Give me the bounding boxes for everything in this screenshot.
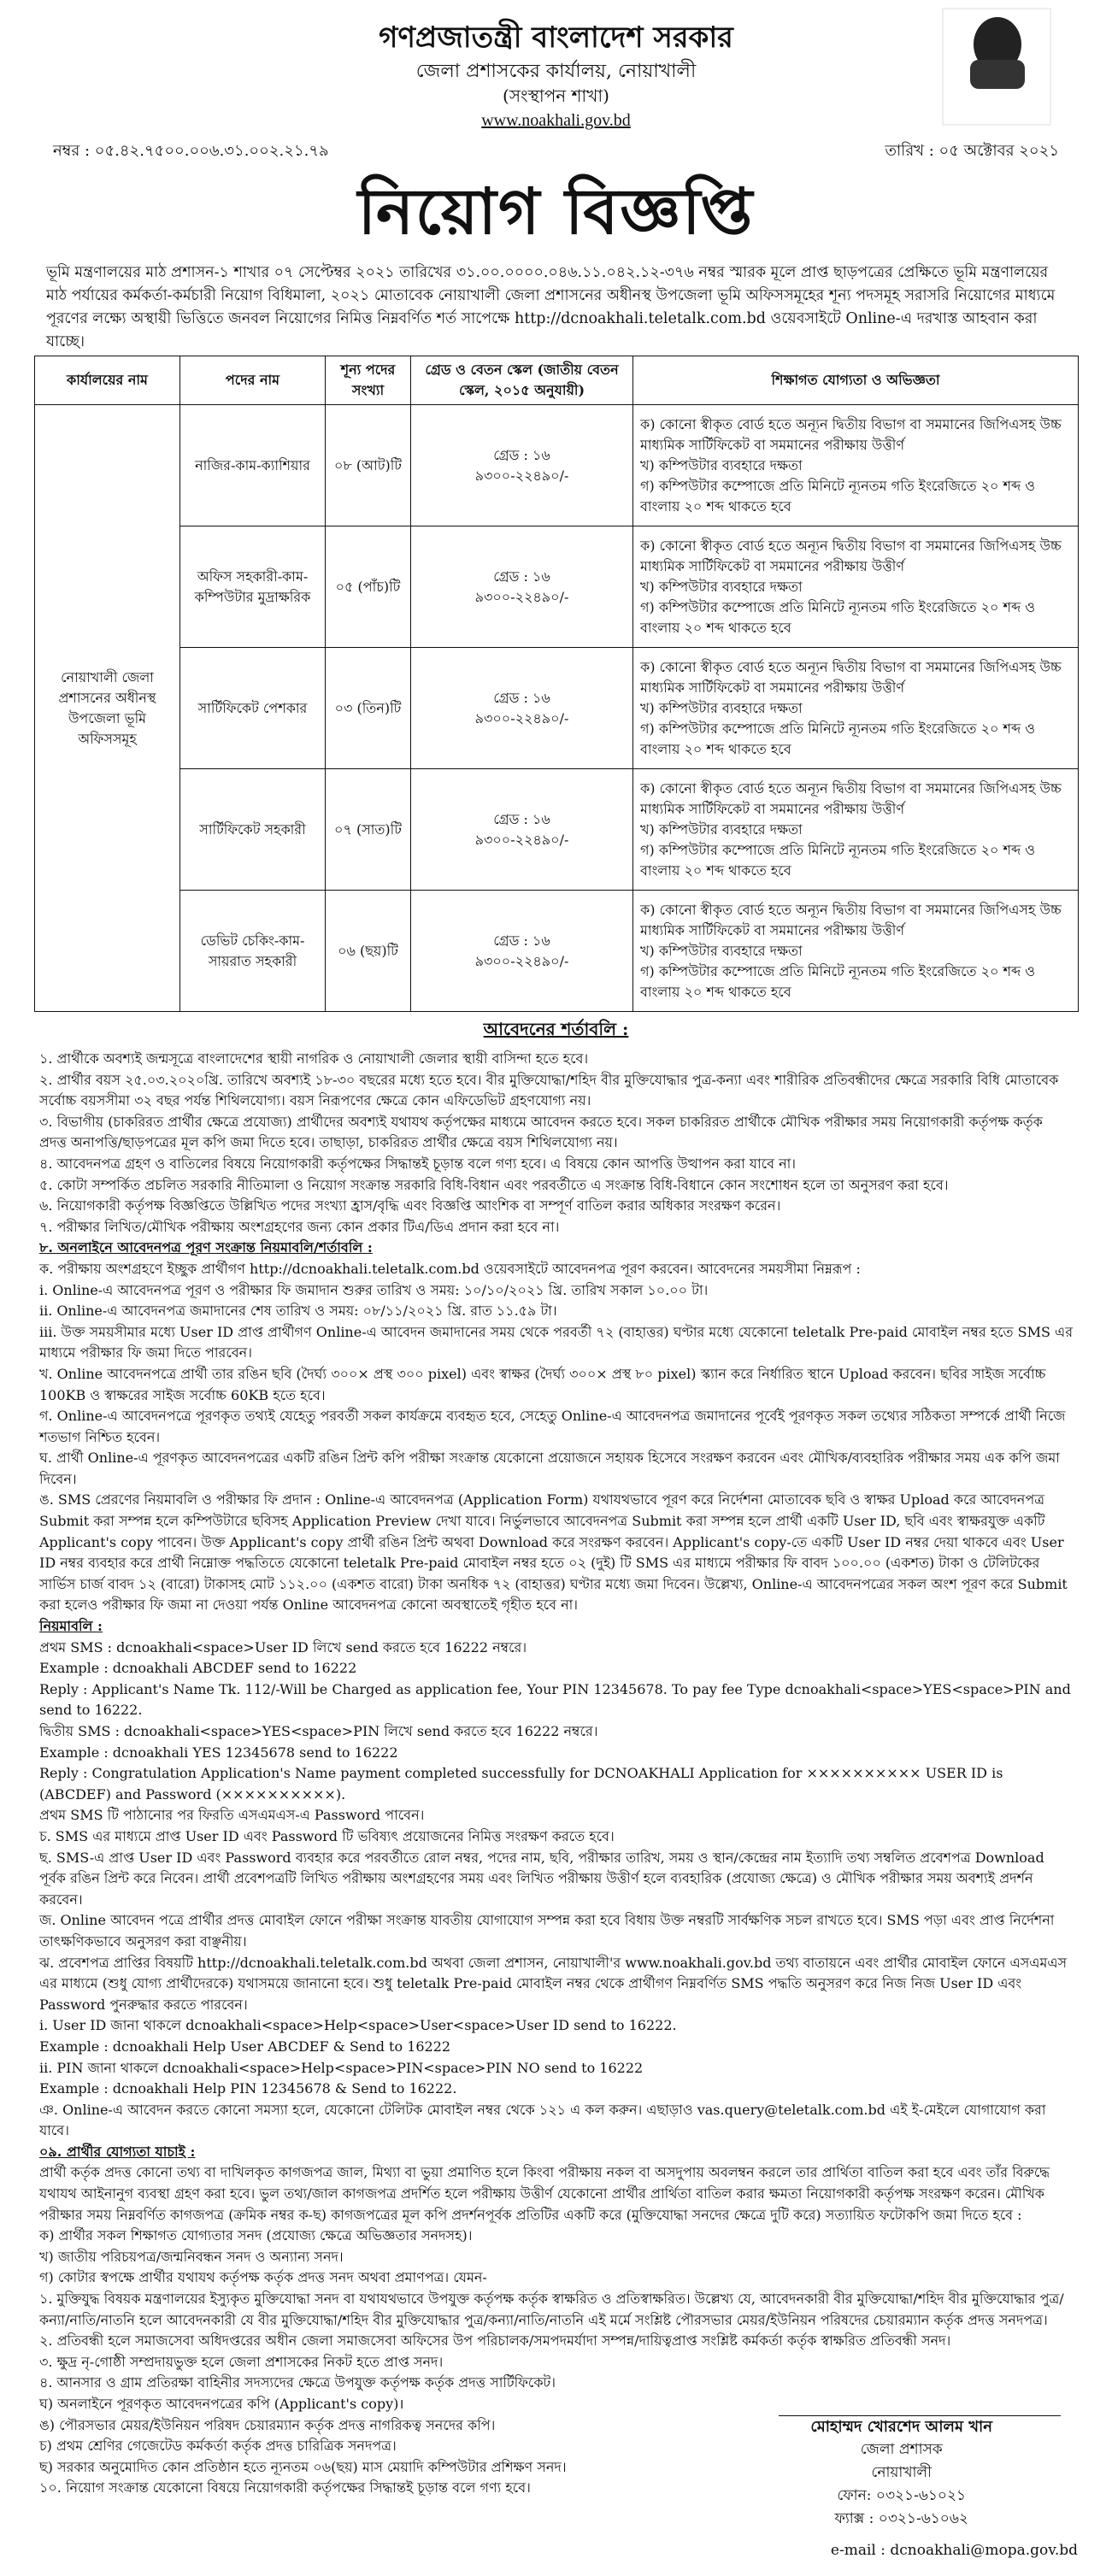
qualification-c: গ) কম্পিউটার কম্পোজে প্রতি মিনিটে ন্যূনতম গতি ইংরেজিতে ২০ শব্দ ও বাংলায় ২০ শব্দ থাকতে হবে bbox=[640, 962, 1036, 1000]
grade-cell bbox=[411, 769, 633, 891]
rule-item: Reply : Congratulation Application's Name payment completed successfully for DCNOAKHALI Application for ×××××××××× USER ID is (ABCDEF) and Password (××××××××××). bbox=[39, 1765, 1003, 1803]
header-office: কার্যালয়ের নাম bbox=[35, 356, 180, 405]
condition-item: ৭. পরীক্ষার লিখিত/মৌখিক পরীক্ষায় অংশগ্রহণের জন্য কোন প্রকার টিএ/ডিএ প্রদান করা হবে না। bbox=[39, 1218, 560, 1235]
office-name: জেলা প্রশাসকের কার্যালয়, নোয়াখালী bbox=[415, 61, 697, 82]
rule-item: Example : dcnoakhali YES 12345678 send to 16222 bbox=[39, 1744, 398, 1761]
online-section-title: ৮. অনলাইনে আবেদনপত্র পূরণ সংক্রান্ত নিয়মাবলি/শর্তাবলি : bbox=[39, 1239, 373, 1256]
rule-item: i. User ID জানা থাকলে dcnoakhali<space>Help<space>User<space>User ID send to 16222. bbox=[39, 2017, 677, 2034]
rule-item: ঞ. Online-এ আবেদন করতে কোনো সমস্যা হলে, যেকোনো টেলিটক মোবাইল নম্বর থেকে ১২১ এ কল করুন। এছাড়াও vas.query@teletalk.com.bd এই ই-মেইলে যোগাযোগ করা যাবে। bbox=[39, 2101, 1046, 2139]
rule-item: Example : dcnoakhali Help PIN 12345678 & Send to 16222. bbox=[39, 2080, 457, 2097]
pay-scale: ৯৩০০-২২৪৯০/- bbox=[474, 467, 569, 484]
verify-item: ২. প্রতিবন্ধী হলে সমাজসেবা অধিদপ্তরের অধীন জেলা সমাজসেবা অফিসের উপ পরিচালক/সমপদমর্যাদা সম্পন্ন/দায়িত্বপ্রাপ্ত সংশ্লিষ্ট কর্মকর্তা কর্তৃক স্বাক্ষরিত প্রতিবন্ধী সনদ। bbox=[39, 2332, 951, 2350]
verify-item: ক) প্রার্থীর সকল শিক্ষাগত যোগ্যতার সনদ (প্রযোজ্য ক্ষেত্রে অভিজ্ঞতার সনদসহ)। bbox=[39, 2227, 473, 2244]
qualification-b: খ) কম্পিউটার ব্যবহারে দক্ষতা bbox=[640, 699, 803, 716]
table-row bbox=[35, 769, 1079, 891]
signatory-fax: ফ্যাক্স : ০৩২১-৬১০৬২ bbox=[834, 2510, 968, 2527]
post-name: সার্টিফিকেট সহকারী bbox=[180, 769, 326, 891]
pay-scale: ৯৩০০-২২৪৯০/- bbox=[474, 588, 569, 605]
rule-item: Example : dcnoakhali Help User ABCDEF & Send to 16222 bbox=[39, 2038, 451, 2055]
table-row bbox=[35, 405, 1079, 526]
qualification-c: গ) কম্পিউটার কম্পোজে প্রতি মিনিটে ন্যূনতম গতি ইংরেজিতে ২০ শব্দ ও বাংলায় ২০ শব্দ থাকতে হবে bbox=[640, 598, 1036, 636]
qualification-cell bbox=[633, 648, 1079, 769]
rule-item: ii. PIN জানা থাকলে dcnoakhali<space>Help<space>PIN<space>PIN NO send to 16222 bbox=[39, 2059, 644, 2076]
intro-paragraph: ভূমি মন্ত্রণালয়ের মাঠ প্রশাসন-১ শাখার ০৭ সেপ্টেম্বর ২০২১ তারিখের ৩১.০০.০০০০.০৪৬.১১.০৪২.১২-৩৭৬ নম্বর স্মারক মূলে প্রাপ্ত ছাড়পত্রের প্রেক্ষিতে ভূমি মন্ত্রণালয়ের মাঠ পর্যায়ের কর্মকর্তা-কর্মচারী নিয়োগ বিধিমালা, ২০২১ মোতাবেক নোয়াখালী জেলা প্রশাসনের অধীনস্থ উপজেলা ভূমি অফিসসমূহের শূন্য পদসমূহ সরাসরি নিয়োগের মাধ্যমে পূরণের লক্ষ্যে অস্থায়ী ভিত্তিতে জনবল নিয়োগের নিমিত্ত নিম্নবর্ণিত শর্ত সাপেক্ষে http://dcnoakhali.teletalk.com.bd ওয়েবসাইটে Online-এ দরখাস্ত আহবান করা যাচ্ছে। bbox=[46, 264, 1056, 350]
rule-item: প্রথম SMS : dcnoakhali<space>User ID লিখে send করতে হবে 16222 নম্বরে। bbox=[39, 1638, 527, 1656]
mujib-centenary-logo bbox=[941, 7, 1052, 126]
qualification-cell bbox=[633, 526, 1079, 648]
office-name-cell: নোয়াখালী জেলা প্রশাসনের অধীনস্থ উপজেলা ভূমি অফিসসমূহ bbox=[35, 405, 180, 1012]
qualification-b: খ) কম্পিউটার ব্যবহারে দক্ষতা bbox=[640, 578, 803, 595]
table-row bbox=[35, 648, 1079, 769]
rule-item: ঝ. প্রবেশপত্র প্রাপ্তির বিষয়টি http://dcnoakhali.teletalk.com.bd অথবা জেলা প্রশাসন, নোয়াখালী'র www.noakhali.gov.bd তথ্য বাতায়নে এবং প্রার্থীর মোবাইল ফোনে এসএমএস এর মাধ্যমে (শুধু যোগ্য প্রার্থীদেরকে) যথাসময়ে জানানো হবে। শুধু teletalk Pre-paid মোবাইল নম্বর থেকে প্রার্থীগণ নিম্নবর্ণিত SMS পদ্ধতি অনুসরণ করে নিজ নিজ User ID এবং Password পুনরুদ্ধার করতে পারবেন। bbox=[39, 1954, 1068, 2013]
grade: গ্রেড : ১৬ bbox=[493, 689, 550, 706]
conditions-title: আবেদনের শর্তাবলি : bbox=[483, 1019, 629, 1039]
grade: গ্রেড : ১৬ bbox=[493, 446, 550, 463]
pay-scale: ৯৩০০-২২৪৯০/- bbox=[474, 952, 569, 969]
signatory-email[interactable]: e-mail : dcnoakhali@mopa.gov.bd bbox=[830, 2542, 1078, 2559]
header-post: পদের নাম bbox=[180, 356, 326, 405]
qualification-a: ক) কোনো স্বীকৃত বোর্ড হতে অন্যূন দ্বিতীয় বিভাগ বা সমমানের জিপিএসহ উচ্চ মাধ্যমিক সার্টিফিকেট বা সমমানের পরীক্ষায় উত্তীর্ণ bbox=[640, 901, 1062, 938]
qualification-c: গ) কম্পিউটার কম্পোজে প্রতি মিনিটে ন্যূনতম গতি ইংরেজিতে ২০ শব্দ ও বাংলায় ২০ শব্দ থাকতে হবে bbox=[640, 841, 1036, 879]
signatory-district: নোয়াখালী bbox=[871, 2464, 932, 2481]
grade-cell bbox=[411, 405, 633, 526]
verify-item: ঙ) পৌরসভার মেয়র/ইউনিয়ন পরিষদ চেয়ারম্যান কর্তৃক প্রদত্ত নাগরিকত্ব সনদের কপি। bbox=[39, 2416, 496, 2433]
rule-item: চ. SMS এর মাধ্যমে প্রাপ্ত User ID এবং Password টি ভবিষ্যৎ প্রয়োজনের নিমিত্ত সংরক্ষণ করতে হবে। bbox=[39, 1827, 615, 1844]
notice-date: তারিখ : ০৫ অক্টোবর ২০২১ bbox=[885, 142, 1059, 160]
online-item: গ. Online-এ আবেদনপত্রে পূরণকৃত তথ্যই যেহেতু পরবর্তী সকল কার্যক্রমে ব্যবহৃত হবে, সেহেতু Online-এ আবেদনপত্র জমাদানের পূর্বেই পূরণকৃত সকল তথ্যের সঠিকতা সম্পর্কে প্রার্থী নিজে শতভাগ নিশ্চিত হবেন। bbox=[39, 1408, 1066, 1445]
grade: গ্রেড : ১৬ bbox=[493, 932, 550, 949]
header-grade: গ্রেড ও বেতন স্কেল (জাতীয় বেতন স্কেল, ২০১৫ অনুযায়ী) bbox=[411, 356, 633, 405]
grade-cell bbox=[411, 891, 633, 1012]
rule-item: জ. Online আবেদন পত্রে প্রার্থীর প্রদত্ত মোবাইল ফোনে পরীক্ষা সংক্রান্ত যাবতীয় যোগাযোগ সম্পন্ন করা হবে বিধায় উক্ত নম্বরটি সার্বক্ষণিক সচল রাখতে হবে। SMS পড়া এবং প্রাপ্ত নির্দেশনা তাৎক্ষণিকভাবে অনুসরণ করা বাঞ্ছনীয়। bbox=[39, 1912, 1055, 1950]
qualification-cell bbox=[633, 891, 1079, 1012]
post-name: সার্টিফিকেট পেশকার bbox=[180, 648, 326, 769]
vacancy-count: ০৫ (পাঁচ)টি bbox=[326, 526, 411, 648]
rule-item: ছ. SMS-এ প্রাপ্ত User ID এবং Password ব্যবহার করে পরবর্তীতে রোল নম্বর, পদের নাম, ছবি, পরীক্ষার তারিখ, সময় ও স্থান/কেন্দ্রের নাম ইত্যাদি তথ্য সম্বলিত প্রবেশপত্র Download পূর্বক রঙিন প্রিন্ট করে নিবেন। প্রার্থী প্রবেশপত্রটি লিখিত পরীক্ষায় অংশগ্রহণের সময় এবং লিখিত পরীক্ষায় উত্তীর্ণ হলে ব্যবহারিক (প্রযোজ্য ক্ষেত্রে) ও মৌখিক পরীক্ষার সময় অবশ্যই প্রদর্শন করবেন। bbox=[39, 1849, 1044, 1908]
qualification-a: ক) কোনো স্বীকৃত বোর্ড হতে অন্যূন দ্বিতীয় বিভাগ বা সমমানের জিপিএসহ উচ্চ মাধ্যমিক সার্টিফিকেট বা সমমানের পরীক্ষায় উত্তীর্ণ bbox=[640, 779, 1062, 817]
pay-scale: ৯৩০০-২২৪৯০/- bbox=[474, 709, 569, 726]
verify-item: ছ) সরকার অনুমোদিত কোন প্রতিষ্ঠান হতে ন্যূনতম ০৬(ছয়) মাস মেয়াদি কম্পিউটার প্রশিক্ষণ সনদ। bbox=[39, 2458, 567, 2475]
verify-item: ১. মুক্তিযুদ্ধ বিষয়ক মন্ত্রণালয়ের ইস্যুকৃত মুক্তিযোদ্ধা সনদ বা যথাযথভাবে উপযুক্ত কর্তৃপক্ষ কর্তৃক স্বাক্ষরিত ও প্রতিস্বাক্ষরিত। উল্লেখ্য যে, আবেদনকারী বীর মুক্তিযোদ্ধা/শহিদ বীর মুক্তিযোদ্ধার পুত্র/কন্যা/নাতি/নাতনি হলে আবেদনকারী যে বীর মুক্তিযোদ্ধা/শহিদ বীর মুক্তিযোদ্ধার পুত্র/কন্যা/নাতি/নাতনি এই মর্মে সংশ্লিষ্ট পৌরসভার মেয়র/ইউনিয়ন পরিষদের চেয়ারম্যান কর্তৃক প্রদত্ত সনদপত্র। bbox=[39, 2291, 1064, 2328]
website-link[interactable]: www.noakhali.gov.bd bbox=[481, 111, 631, 130]
rule-item: Reply : Applicant's Name Tk. 112/-Will be Charged as application fee, Your PIN 12345678. To pay fee Type dcnoakhali<space>YES<space>PIN and send to 16222. bbox=[39, 1680, 1071, 1719]
header-qualification: শিক্ষাগত যোগ্যতা ও অভিজ্ঞতা bbox=[633, 356, 1079, 405]
grade-cell bbox=[411, 648, 633, 769]
condition-item: ১. প্রার্থীকে অবশ্যই জন্মসূত্রে বাংলাদেশের স্থায়ী নাগরিক ও নোয়াখালী জেলার স্থায়ী বাসিন্দা হতে হবে। bbox=[39, 1050, 589, 1067]
conditions-body bbox=[34, 1049, 1078, 2499]
table-header-row bbox=[35, 356, 1079, 405]
condition-item: ২. প্রার্থীর বয়স ২৫.০৩.২০২০খ্রি. তারিখে অবশ্যই ১৮-৩০ বছরের মধ্যে হতে হবে। বীর মুক্তিযোদ্ধা/শহিদ বীর মুক্তিযোদ্ধার পুত্র-কন্যা এবং শারীরিক প্রতিবন্ধীদের ক্ষেত্রে সরকারি বিধি মোতাবেক সর্বোচ্চ বয়সসীমা ৩২ বছর পর্যন্ত শিথিলযোগ্য। বয়স নিরূপণের ক্ষেত্রে কোন এফিডেভিট গ্রহণযোগ্য নয়। bbox=[39, 1071, 1059, 1109]
post-name: নাজির-কাম-ক্যাশিয়ার bbox=[180, 405, 326, 526]
qualification-b: খ) কম্পিউটার ব্যবহারে দক্ষতা bbox=[640, 456, 803, 473]
vacancy-count: ০৭ (সাত)টি bbox=[326, 769, 411, 891]
qualification-b: খ) কম্পিউটার ব্যবহারে দক্ষতা bbox=[640, 820, 803, 838]
rule-item: Example : dcnoakhali ABCDEF send to 16222 bbox=[39, 1660, 357, 1677]
signatory-phone: ফোন: ০৩২১-৬১০২১ bbox=[837, 2487, 967, 2504]
letterhead bbox=[34, 0, 1078, 162]
qualification-a: ক) কোনো স্বীকৃত বোর্ড হতে অন্যূন দ্বিতীয় বিভাগ বা সমমানের জিপিএসহ উচ্চ মাধ্যমিক সার্টিফিকেট বা সমমানের পরীক্ষায় উত্তীর্ণ bbox=[640, 415, 1062, 453]
rules-title: নিয়মাবলি : bbox=[39, 1618, 103, 1635]
post-name: ডেভিট চেকিং-কাম-সায়রাত সহকারী bbox=[180, 891, 326, 1012]
pay-scale: ৯৩০০-২২৪৯০/- bbox=[474, 831, 569, 848]
verify-item: গ) কোটার স্বপক্ষে প্রার্থীর যথাযথ কর্তৃপক্ষ কর্তৃক প্রদত্ত সনদ অথবা প্রমাণপত্র। যেমন- bbox=[39, 2269, 487, 2286]
signatory-designation: জেলা প্রশাসক bbox=[860, 2441, 943, 2458]
qualification-a: ক) কোনো স্বীকৃত বোর্ড হতে অন্যূন দ্বিতীয় বিভাগ বা সমমানের জিপিএসহ উচ্চ মাধ্যমিক সার্টিফিকেট বা সমমানের পরীক্ষায় উত্তীর্ণ bbox=[640, 537, 1062, 574]
online-item: iii. উক্ত সময়সীমার মধ্যে User ID প্রাপ্ত প্রার্থীগণ Online-এ আবেদন জমাদানের সময় থেকে পরবর্তী ৭২ (বাহাত্তর) ঘণ্টার মধ্যে যেকোনো teletalk Pre-paid মোবাইল নম্বর হতে SMS এর মাধ্যমে পরীক্ষার ফি জমা দিতে পারবেন। bbox=[39, 1323, 1073, 1362]
table-row bbox=[35, 526, 1079, 648]
qualification-cell bbox=[633, 405, 1079, 526]
rule-item: প্রথম SMS টি পাঠানোর পর ফিরতি এসএমএস-এ Password পাবেন। bbox=[39, 1807, 425, 1824]
grade-cell bbox=[411, 526, 633, 648]
verify-item: ৩. ক্ষুদ্র নৃ-গোষ্ঠী সম্প্রদায়ভুক্ত হলে জেলা প্রশাসকের নিকট হতে প্রাপ্ত সনদ। bbox=[39, 2353, 444, 2370]
qualification-a: ক) কোনো স্বীকৃত বোর্ড হতে অন্যূন দ্বিতীয় বিভাগ বা সমমানের জিপিএসহ উচ্চ মাধ্যমিক সার্টিফিকেট বা সমমানের পরীক্ষায় উত্তীর্ণ bbox=[640, 658, 1062, 696]
verify-item: ১০. নিয়োগ সংক্রান্ত যেকোনো বিষয়ে নিয়োগকারী কর্তৃপক্ষের সিদ্ধান্তই চূড়ান্ত বলে গণ্য হবে। bbox=[39, 2479, 531, 2497]
vacancy-count: ০৮ (আট)টি bbox=[326, 405, 411, 526]
verify-item: চ) প্রথম শ্রেণির গেজেটেড কর্মকর্তা কর্তৃক প্রদত্ত চারিত্রিক সনদপত্র। bbox=[39, 2438, 397, 2455]
government-name: গণপ্রজাতন্ত্রী বাংলাদেশ সরকার bbox=[379, 21, 733, 55]
header-vacancy: শূন্য পদের সংখ্যা bbox=[326, 356, 411, 405]
verify-item: প্রার্থী কর্তৃক প্রদত্ত কোনো তথ্য বা দাখিলকৃত কাগজপত্র জাল, মিথ্যা বা ভুয়া প্রমাণিত হলে কিংবা পরীক্ষায় নকল বা অসদুপায় অবলম্বন করলে তার প্রার্থিতা বাতিল করা হবে এবং তাঁর বিরুদ্ধে যথাযথ আইনানুগ ব্যবস্থা গ্রহণ করা হবে। ভুল তথ্য/জাল কাগজপত্র প্রদর্শিত হলে পরীক্ষায় উত্তীর্ণ যেকোনো প্রার্থীর প্রার্থিতা বাতিল করার ক্ষমতা নিয়োগকারী কর্তৃপক্ষ সংরক্ষণ করেন। মৌখিক পরীক্ষার সময় নিম্নবর্ণিত কাগজপত্র (ক্রমিক নম্বর ক-ছ) কাগজপত্রের মূল কপি প্রদর্শনপূর্বক প্রতিটির একটি করে (মুক্তিযোদ্ধা সনদের ক্ষেত্রে দুটি করে) সত্যায়িত ফটোকপি জমা দিতে হবে : bbox=[39, 2164, 1050, 2223]
online-item: ঙ. SMS প্রেরণের নিয়মাবলি ও পরীক্ষার ফি প্রদান : Online-এ আবেদনপত্র (Application Form) যথাযথভাবে পূরণ করে নির্দেশনা মোতাবেক ছবি ও স্বাক্ষর Upload করে আবেদনপত্র Submit করা সম্পন্ন হলে কম্পিউটারে ছবিসহ Application Preview দেখা যাবে। নির্ভুলভাবে আবেদনপত্র Submit করা সম্পন্ন হলে প্রার্থী একটি User ID, ছবি এবং স্বাক্ষরযুক্ত একটি Applicant's copy পাবেন। উক্ত Applicant's copy প্রার্থী রঙিন প্রিন্ট অথবা Download করে সংরক্ষণ করবেন। Applicant's copy-তে একটি User ID নম্বর দেয়া থাকবে এবং User ID নম্বর ব্যবহার করে প্রার্থী নিম্নোক্ত পদ্ধতিতে যেকোনো teletalk Pre-paid মোবাইল নম্বর হতে ০২ (দুই) টি SMS এর মাধ্যমে পরীক্ষার ফি বাবদ ১০০.০০ (একশত) টাকা ও টেলিটকের সার্ভিস চার্জ বাবদ ১২ (বারো) টাকাসহ মোট ১১২.০০ (একশত বারো) টাকা অনধিক ৭২ (বাহাত্তর) ঘণ্টার মধ্যে জমা দিবেন। উল্লেখ্য, Online-এ আবেদনপত্রের সকল অংশ পূরণ করে Submit করা হলেও পরীক্ষার ফি জমা না দেওয়া পর্যন্ত Online আবেদনপত্র কোনো অবস্থাতেই গৃহীত হবে না। bbox=[39, 1491, 1068, 1614]
notice-title: নিয়োগ বিজ্ঞপ্তি bbox=[357, 175, 755, 249]
verify-item: ৪. আনসার ও গ্রাম প্রতিরক্ষা বাহিনীর সদস্যদের ক্ষেত্রে উপযুক্ত কর্তৃপক্ষ কর্তৃক প্রদত্ত সার্টিফিকেট। bbox=[39, 2374, 556, 2391]
verify-title: ০৯. প্রার্থীর যোগ্যতা যাচাই : bbox=[39, 2143, 196, 2160]
online-item: ঘ. প্রার্থী Online-এ পূরণকৃত আবেদনপত্রের একটি রঙিন প্রিন্ট কপি পরীক্ষা সংক্রান্ত যেকোনো প্রয়োজনে সহায়ক হিসেবে সংরক্ষণ করবেন এবং মৌখিক/ব্যবহারিক পরীক্ষার সময় এক কপি জমা দিবেন। bbox=[39, 1450, 1060, 1487]
memo-number: নম্বর : ০৫.৪২.৭৫০০.০০৬.৩১.০০২.২১.৭৯ bbox=[53, 142, 329, 160]
condition-item: ৩. বিভাগীয় (চাকরিরত প্রার্থীর ক্ষেত্রে প্রযোজ্য) প্রার্থীদের অবশ্যই যথাযথ কর্তৃপক্ষের মাধ্যমে আবেদন করতে হবে। সকল চাকরিরত প্রার্থীকে মৌখিক পরীক্ষার সময় নিয়োগকারী কর্তৃপক্ষ কর্তৃক প্রদত্ত অনাপত্তি/ছাড়পত্রের মূল কপি জমা দিতে হবে। তাছাড়া, চাকরিরত প্রার্থীর ক্ষেত্রে বয়স শিথিলযোগ্য নয়। bbox=[39, 1113, 1043, 1151]
vacancy-count: ০৬ (ছয়)টি bbox=[326, 891, 411, 1012]
qualification-c: গ) কম্পিউটার কম্পোজে প্রতি মিনিটে ন্যূনতম গতি ইংরেজিতে ২০ শব্দ ও বাংলায় ২০ শব্দ থাকতে হবে bbox=[640, 720, 1036, 757]
online-item: খ. Online আবেদনপত্রে প্রার্থী তার রঙিন ছবি (দৈর্ঘ্য ৩০০× প্রস্থ ৩০০ pixel) এবং স্বাক্ষর (দৈর্ঘ্য ৩০০× প্রস্থ ৮০ pixel) স্ক্যান করে নির্ধারিত স্থানে Upload করবেন। ছবির সাইজ সর্বোচ্চ 100KB ও স্বাক্ষরের সাইজ সর্বোচ্চ 60KB হতে হবে। bbox=[39, 1365, 1046, 1403]
signature-block bbox=[810, 2415, 992, 2531]
qualification-c: গ) কম্পিউটার কম্পোজে প্রতি মিনিটে ন্যূনতম গতি ইংরেজিতে ২০ শব্দ ও বাংলায় ২০ শব্দ থাকতে হবে bbox=[640, 477, 1036, 515]
vacancy-table bbox=[34, 356, 1079, 1012]
branch-name: (সংস্থাপন শাখা) bbox=[503, 85, 609, 106]
notice-title-wrap bbox=[34, 169, 1078, 262]
vacancy-count: ০৩ (তিন)টি bbox=[326, 648, 411, 769]
verify-item: খ) জাতীয় পরিচয়পত্র/জন্মনিবন্ধন সনদ ও অন্যান্য সনদ। bbox=[39, 2248, 344, 2265]
rule-item: দ্বিতীয় SMS : dcnoakhali<space>YES<space>PIN লিখে send করতে হবে 16222 নম্বরে। bbox=[39, 1723, 598, 1739]
condition-item: ৫. কোটা সম্পর্কিত প্রচলিত সরকারি নীতিমালা ও নিয়োগ সংক্রান্ত সরকারি বিধি-বিধান এবং পরবর্তীতে এ সংক্রান্ত বিধি-বিধানে কোন সংশোধন হলে তা অনুসরণ করা হবে। bbox=[39, 1176, 949, 1193]
qualification-cell bbox=[633, 769, 1079, 891]
table-row bbox=[35, 891, 1079, 1012]
post-name: অফিস সহকারী-কাম-কম্পিউটার মুদ্রাক্ষরিক bbox=[180, 526, 326, 648]
signatory-name: মোহাম্মদ খোরশেদ আলম খান bbox=[810, 2418, 992, 2436]
grade: গ্রেড : ১৬ bbox=[493, 568, 550, 585]
online-item: ii. Online-এ আবেদনপত্র জমাদানের শেষ তারিখ ও সময়: ০৮/১১/২০২১ খ্রি. রাত ১১.৫৯ টা। bbox=[39, 1303, 557, 1320]
online-item: i. Online-এ আবেদনপত্র পূরণ ও পরীক্ষার ফি জমাদান শুরুর তারিখ ও সময়: ১০/১০/২০২১ খ্রি. তারিখ সকাল ১০.০০ টা। bbox=[39, 1281, 709, 1298]
grade: গ্রেড : ১৬ bbox=[493, 810, 550, 827]
qualification-b: খ) কম্পিউটার ব্যবহারে দক্ষতা bbox=[640, 942, 803, 959]
condition-item: ৪. আবেদনপত্র গ্রহণ ও বাতিলের বিষয়ে নিয়োগকারী কর্তৃপক্ষের সিদ্ধান্তই চূড়ান্ত বলে গণ্য হবে। এ বিষয়ে কোন আপত্তি উত্থাপন করা যাবে না। bbox=[39, 1155, 796, 1172]
online-item: ক. পরীক্ষায় অংশগ্রহণে ইচ্ছুক প্রার্থীগণ http://dcnoakhali.teletalk.com.bd ওয়েবসাইটে আবেদনপত্র পূরণ করবেন। আবেদনের সময়সীমা নিম্নরূপ : bbox=[39, 1260, 861, 1277]
condition-item: ৬. নিয়োগকারী কর্তৃপক্ষ বিজ্ঞপ্তিতে উল্লিখিত পদের সংখ্যা হ্রাস/বৃদ্ধি এবং বিজ্ঞপ্তি আংশিক বা সম্পূর্ণ বাতিল করার অধিকার সংরক্ষণ করেন। bbox=[39, 1197, 781, 1214]
verify-item: ঘ) অনলাইনে পূরণকৃত আবেদনপত্রের কপি (Applicant's copy)। bbox=[39, 2396, 404, 2412]
